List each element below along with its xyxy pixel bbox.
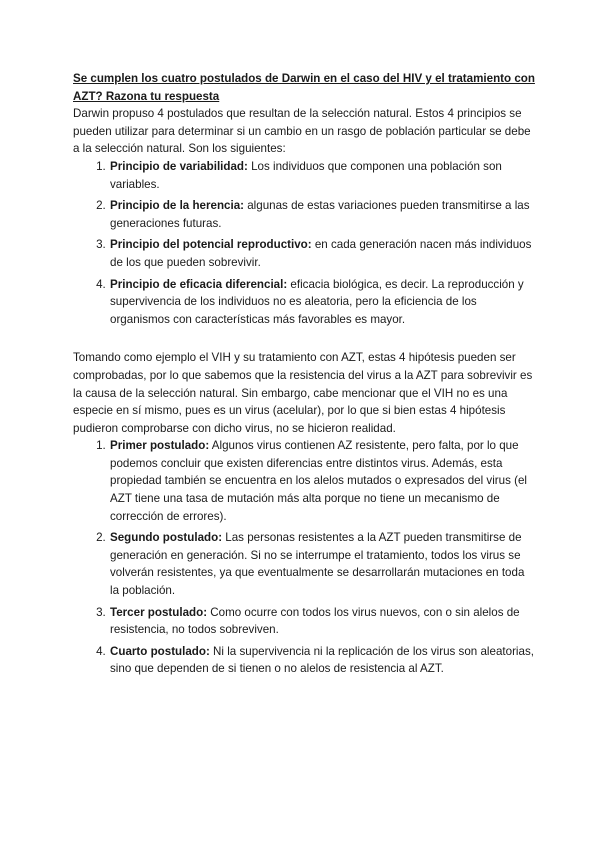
postulate-text: Las personas resistentes a la AZT pueden transmitirse de generación en generación. Si no se interrumpe el tratamiento, todos los virus se volverán resistentes, ya que eventualmente se desarrollarán mutaciones en toda la población. <box>110 531 525 598</box>
analysis-paragraph: Tomando como ejemplo el VIH y su tratamiento con AZT, estas 4 hipótesis pueden ser comprobadas, por lo que sabemos que la resistencia del virus a la AZT para sobrevivir es la causa de la selección natural. Sin embargo, cabe mencionar que el VIH no es una especie en sí mismo, pues es un virus (acelular), por lo que si bien estas 4 hipótesis pudieron comprobarse con dicho virus, no se hicieron realidad. <box>73 351 533 435</box>
principle-term: Principio de eficacia diferencial: <box>110 277 288 291</box>
principle-text: Los individuos que componen una población son variables. <box>110 159 502 191</box>
paragraph-spacer <box>73 332 535 349</box>
principle-text: algunas de estas variaciones pueden transmitirse a las generaciones futuras. <box>110 199 530 230</box>
principle-term: Principio de variabilidad: <box>110 159 248 173</box>
postulate-text: Ni la supervivencia ni la replicación de los virus son aleatorias, sino que dependen de si tienen o no alelos de resistencia al AZT. <box>110 644 534 676</box>
principle-text: en cada generación nacen más individuos de los que pueden sobrevivir. <box>110 238 532 269</box>
postulate-text: Algunos virus contienen AZ resistente, pero falta, por lo que podemos concluir que existen diferencias entre distintos virus. Además, esta propiedad también se encuentra en los alelos mutados o expresados del virus (el AZT tiene una tasa de mutación más alta porque no tiene un mecanismo de corrección de errores). <box>110 439 527 523</box>
postulate-term: Primer postulado: <box>110 439 210 453</box>
intro-paragraph: Darwin propuso 4 postulados que resultan de la selección natural. Estos 4 principios se pueden utilizar para determinar si un cambio en un rasgo de población particular se debe a la selección natural. Son los siguientes: <box>73 107 531 156</box>
postulate-term: Tercer postulado: <box>110 605 208 619</box>
list-item <box>109 643 535 678</box>
list-item <box>109 236 535 271</box>
principle-text: eficacia biológica, es decir. La reproducción y supervivencia de los individuos no es aleatoria, pero la eficiencia de los organismos con características más favorables es mayor. <box>110 277 524 326</box>
principles-list <box>73 158 535 328</box>
list-item <box>109 276 535 329</box>
postulate-term: Segundo postulado: <box>110 531 223 545</box>
postulate-term: Cuarto postulado: <box>110 644 210 658</box>
list-item <box>109 197 535 232</box>
principle-term: Principio de la herencia: <box>110 199 245 213</box>
document-page <box>73 70 535 682</box>
list-item <box>109 158 535 193</box>
principle-term: Principio del potencial reproductivo: <box>110 238 312 252</box>
list-item <box>109 529 535 599</box>
postulate-text: Como ocurre con todos los virus nuevos, con o sin alelos de resistencia, no todos sobreviven. <box>110 605 520 637</box>
postulates-list <box>73 437 535 678</box>
list-item <box>109 437 535 525</box>
document-title: Se cumplen los cuatro postulados de Darwin en el caso del HIV y el tratamiento con AZT? Razona tu respuesta <box>73 72 535 103</box>
list-item <box>109 604 535 639</box>
